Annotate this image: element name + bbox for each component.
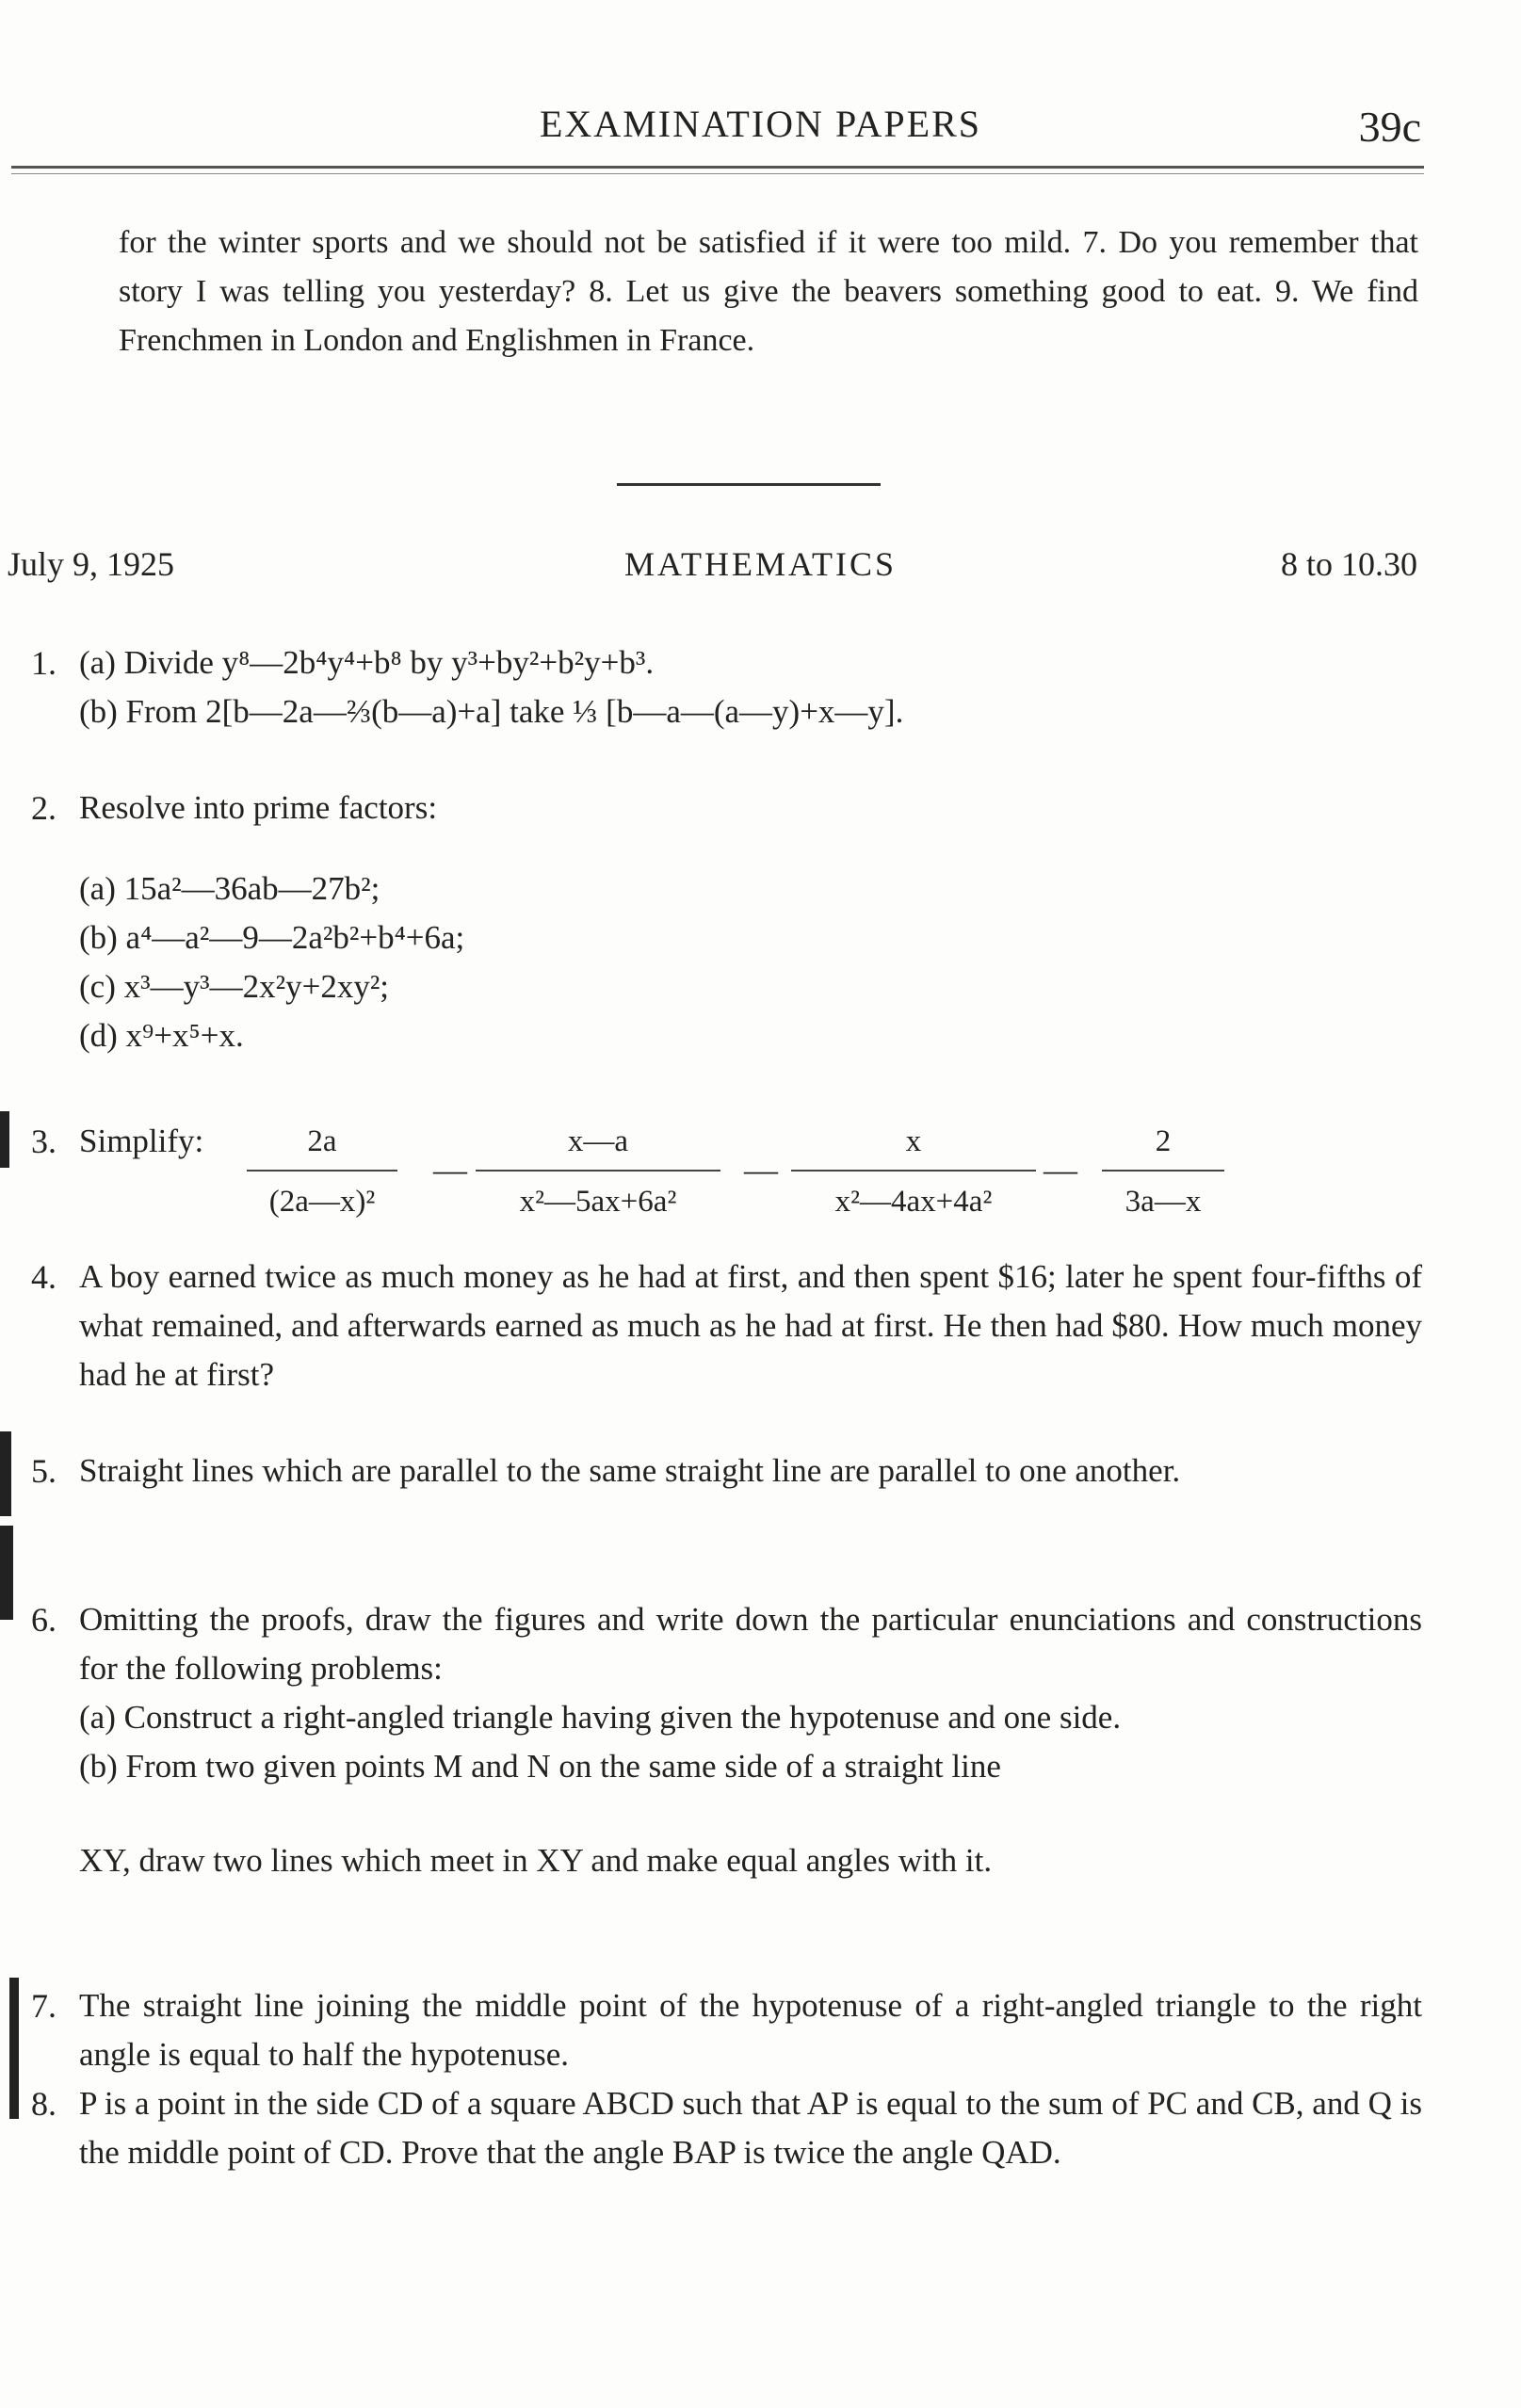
question-3-label: Simplify: bbox=[79, 1123, 204, 1159]
scan-edge-mark bbox=[9, 1978, 19, 2119]
question-7 bbox=[0, 1981, 1422, 2079]
question-number: 3. bbox=[31, 1123, 57, 1160]
operator-minus: — bbox=[433, 1151, 467, 1188]
header-rule bbox=[11, 166, 1424, 169]
question-number: 5. bbox=[31, 1452, 57, 1490]
operator-minus: — bbox=[744, 1151, 778, 1188]
question-2-intro: Resolve into prime factors: bbox=[79, 789, 438, 826]
exam-subject: MATHEMATICS bbox=[623, 545, 898, 583]
question-2b: (b) a⁴—a²—9—2a²b²+b⁴+6a; bbox=[79, 919, 465, 956]
section-divider bbox=[617, 483, 881, 486]
question-7-text: The straight line joining the middle point of the hypotenuse of a right-angled triangle to the right angle is equal to half the hypotenuse. bbox=[79, 1987, 1422, 2073]
question-number: 2. bbox=[31, 789, 57, 827]
exam-time: 8 to 10.30 bbox=[1280, 545, 1417, 583]
question-2 bbox=[0, 784, 1422, 1060]
scan-edge-mark bbox=[0, 1526, 13, 1620]
question-6a: (a) Construct a right-angled triangle having given the hypotenuse and one side. bbox=[79, 1699, 1122, 1736]
question-1 bbox=[0, 638, 1422, 736]
running-header-title: EXAMINATION PAPERS bbox=[539, 103, 982, 145]
question-4-text: A boy earned twice as much money as he had at first, and then spent $16; later he spent four-fifths of what remained, and afterwards earned as much as he had at first. He then had $80. How much money had he at first? bbox=[79, 1258, 1422, 1393]
question-2a: (a) 15a²—36ab—27b²; bbox=[79, 870, 380, 907]
exam-date: July 9, 1925 bbox=[8, 545, 175, 583]
question-2d: (d) x⁹+x⁵+x. bbox=[79, 1017, 244, 1054]
question-6b-continued: XY, draw two lines which meet in XY and make equal angles with it. bbox=[79, 1842, 993, 1879]
question-6 bbox=[0, 1595, 1422, 1885]
question-number: 7. bbox=[31, 1987, 57, 2025]
scan-edge-mark bbox=[0, 1431, 11, 1516]
question-1b: (b) From 2[b—2a—⅔(b—a)+a] take ⅓ [b—a—(a—y)+x—y]. bbox=[79, 693, 904, 730]
page-number: 39c bbox=[1358, 103, 1421, 151]
question-5-text: Straight lines which are parallel to the same straight line are parallel to one another. bbox=[79, 1452, 1181, 1489]
fraction-3: $\frac{x}{\text{x²—4ax+4a²}}$ bbox=[791, 1117, 1036, 1226]
question-6-intro: Omitting the proofs, draw the figures and write down the particular enunciations and constructions for the following problems: bbox=[79, 1601, 1422, 1687]
question-1a: (a) Divide y⁸—2b⁴y⁴+b⁸ by y³+by²+b²y+b³. bbox=[79, 644, 655, 681]
question-number: 6. bbox=[31, 1601, 57, 1639]
question-3 bbox=[0, 1117, 1422, 1230]
question-4 bbox=[0, 1252, 1422, 1399]
question-number: 8. bbox=[31, 2085, 57, 2123]
fraction-2: $\frac{x—a}{\text{x²—5ax+6a²}}$ bbox=[476, 1117, 720, 1226]
fraction-1: $\frac{2a}{\text{(2a—x)²}}$ bbox=[247, 1117, 397, 1226]
scan-edge-mark bbox=[0, 1111, 9, 1168]
question-8-text: P is a point in the side CD of a square ABCD such that AP is equal to the sum of PC and CB, and Q is the middle point of CD. Prove that the angle BAP is twice the angle QAD. bbox=[79, 2085, 1422, 2171]
question-5 bbox=[0, 1446, 1422, 1495]
header-rule-thin bbox=[11, 173, 1424, 174]
fraction-4: $\frac{2}{3a—x}$ bbox=[1102, 1117, 1224, 1226]
question-8 bbox=[0, 2079, 1422, 2177]
question-6b: (b) From two given points M and N on the same side of a straight line bbox=[79, 1748, 1001, 1785]
question-2c: (c) x³—y³—2x²y+2xy²; bbox=[79, 968, 390, 1005]
question-number: 1. bbox=[31, 644, 57, 682]
continuation-paragraph: for the winter sports and we should not be satisfied if it were too mild. 7. Do you remember that story I was telling you yesterday? 8. Let us give the beavers something good to eat. 9. We find Frenchmen in London and Englishmen in France. bbox=[119, 225, 1418, 358]
operator-minus: — bbox=[1044, 1151, 1077, 1188]
question-number: 4. bbox=[31, 1258, 57, 1296]
